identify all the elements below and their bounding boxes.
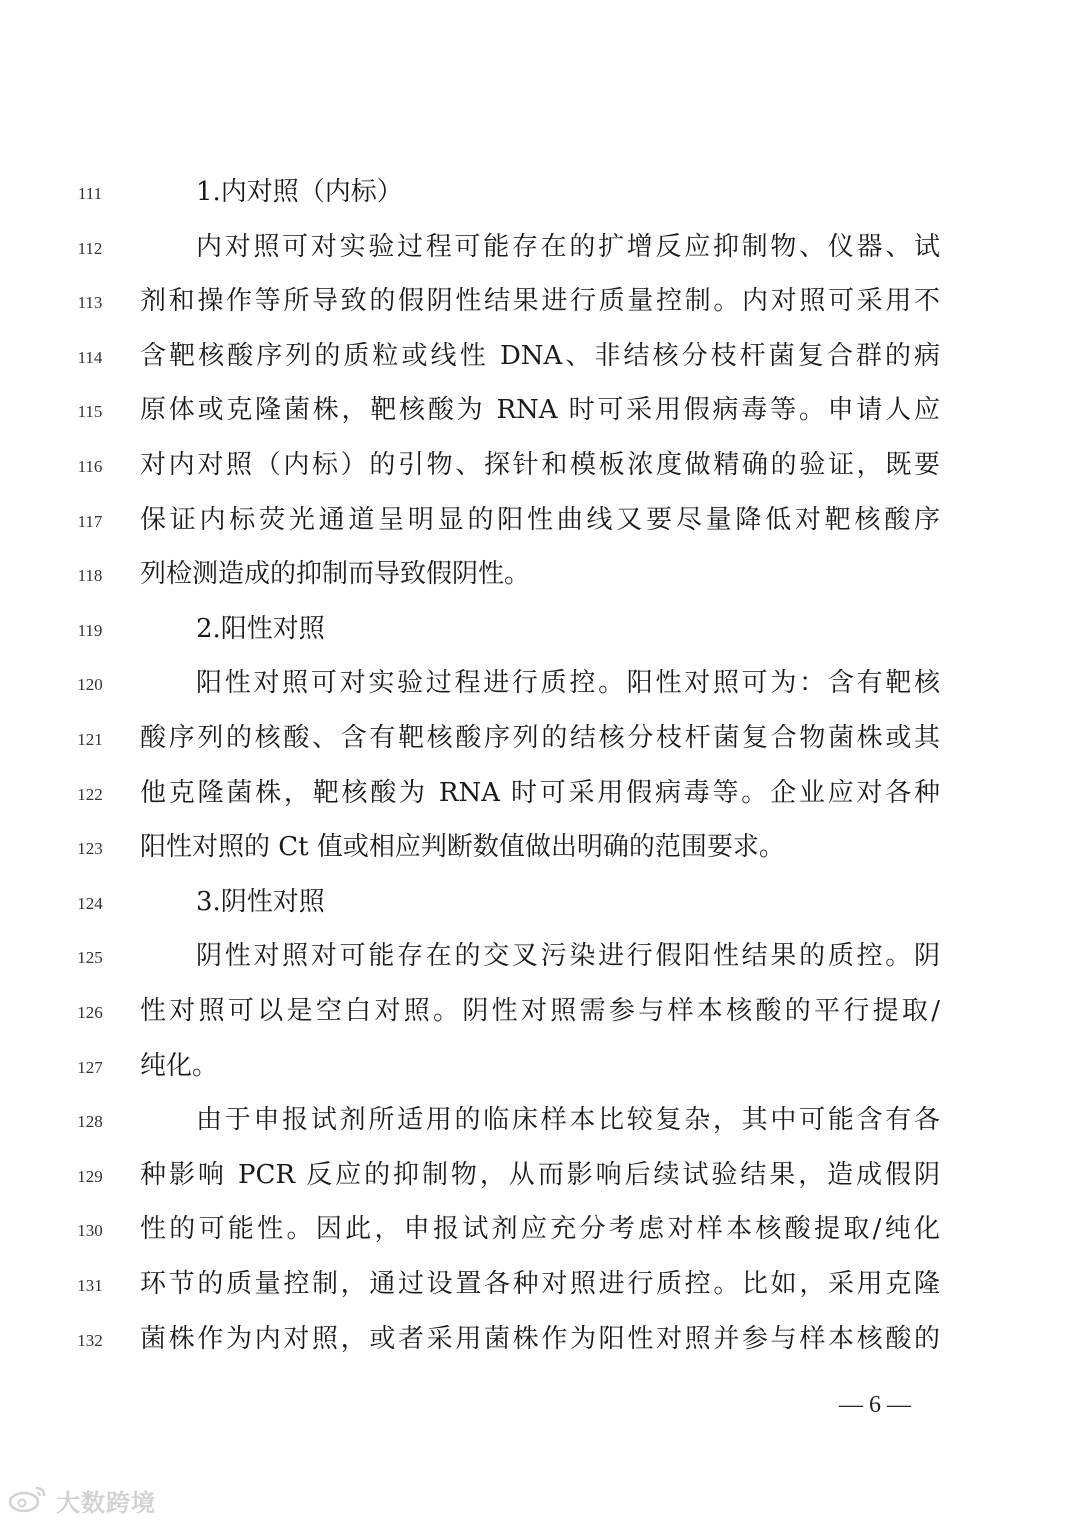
paragraph-line: 列检测造成的抑制而导致假阴性。 [140,559,531,590]
line-number: 116 [77,457,103,476]
line-number: 113 [77,293,103,313]
text-line [0,550,1080,604]
text-line [0,932,1080,986]
text-line [0,277,1080,331]
line-number: 117 [77,511,103,531]
text-line [0,659,1080,713]
paragraph-line: 含靶核酸序列的质粒或线性 DNA、非结核分枝杆菌复合群的病 [140,340,940,371]
text-line [0,769,1080,823]
paragraph-line: 性的可能性。因此，申报试剂应充分考虑对样本核酸提取/纯化 [140,1214,940,1245]
weibo-logo-icon [6,1482,50,1518]
line-number: 111 [77,184,103,203]
line-number: 129 [77,1166,103,1186]
page-number: — 6 — [839,1392,911,1418]
paragraph-line: 种影响 PCR 反应的抑制物，从而影响后续试验结果，造成假阴 [140,1159,940,1190]
paragraph-line: 保证内标荧光通道呈明显的阳性曲线又要尽量降低对靶核酸序 [140,504,940,535]
text-line [0,1260,1080,1314]
text-line [0,605,1080,659]
paragraph-line: 阳性对照可对实验过程进行质控。阳性对照可为：含有靶核 [196,668,940,699]
watermark-text: 大数跨境 [56,1488,156,1517]
line-number: 118 [77,566,103,586]
text-line [0,1042,1080,1096]
text-line [0,223,1080,277]
text-line [0,878,1080,932]
line-number: 127 [77,1057,103,1077]
line-number: 120 [77,675,103,695]
line-number: 126 [77,1003,103,1022]
line-number: 125 [77,948,103,968]
paragraph-line: 对内对照（内标）的引物、探针和模板浓度做精确的验证，既要 [140,450,940,480]
line-number: 114 [77,347,103,367]
paragraph-line: 阳性对照的 Ct 值或相应判断数值做出明确的范围要求。 [140,832,785,863]
paragraph-line: 他克隆菌株，靶核酸为 RNA 时可采用假病毒等。企业应对各种 [140,777,940,808]
text-line [0,714,1080,768]
section-heading: 2.阳性对照 [196,613,325,644]
text-line [0,332,1080,386]
paragraph-line: 纯化。 [140,1050,219,1081]
text-line [0,168,1080,222]
text-line [0,386,1080,440]
section-heading: 3.阴性对照 [196,886,325,917]
text-line [0,987,1080,1041]
watermark [6,1480,156,1520]
paragraph-line: 内对照可对实验过程可能存在的扩增反应抑制物、仪器、试 [196,231,940,262]
line-number: 131 [77,1276,103,1295]
paragraph-line: 剂和操作等所导致的假阴性结果进行质量控制。内对照可采用不 [140,286,940,317]
line-number: 112 [77,238,103,258]
text-line [0,1151,1080,1205]
text-line [0,823,1080,877]
text-line [0,1096,1080,1150]
line-number: 123 [77,839,103,859]
paragraph-line: 环节的质量控制，通过设置各种对照进行质控。比如，采用克隆 [140,1269,940,1299]
line-number: 122 [77,784,103,804]
line-number: 128 [77,1112,103,1132]
text-line [0,1315,1080,1369]
section-heading: 1.内对照（内标） [196,177,403,207]
paragraph-line: 性对照可以是空白对照。阴性对照需参与样本核酸的平行提取/ [140,996,940,1026]
text-line [0,496,1080,550]
line-number: 132 [77,1330,103,1350]
paragraph-line: 由于申报试剂所适用的临床样本比较复杂，其中可能含有各 [196,1105,940,1136]
paragraph-line: 原体或克隆菌株，靶核酸为 RNA 时可采用假病毒等。申请人应 [140,395,940,426]
paragraph-line: 酸序列的核酸、含有靶核酸序列的结核分枝杆菌复合物菌株或其 [140,723,940,753]
paragraph-line: 菌株作为内对照，或者采用菌株作为阳性对照并参与样本核酸的 [140,1323,940,1354]
line-number: 124 [77,893,103,913]
line-number: 115 [77,402,103,422]
line-number: 119 [77,620,103,640]
text-line [0,1205,1080,1259]
line-number: 121 [77,730,103,749]
line-number: 130 [77,1221,103,1241]
paragraph-line: 阴性对照对可能存在的交叉污染进行假阳性结果的质控。阴 [196,941,940,972]
text-line [0,441,1080,495]
